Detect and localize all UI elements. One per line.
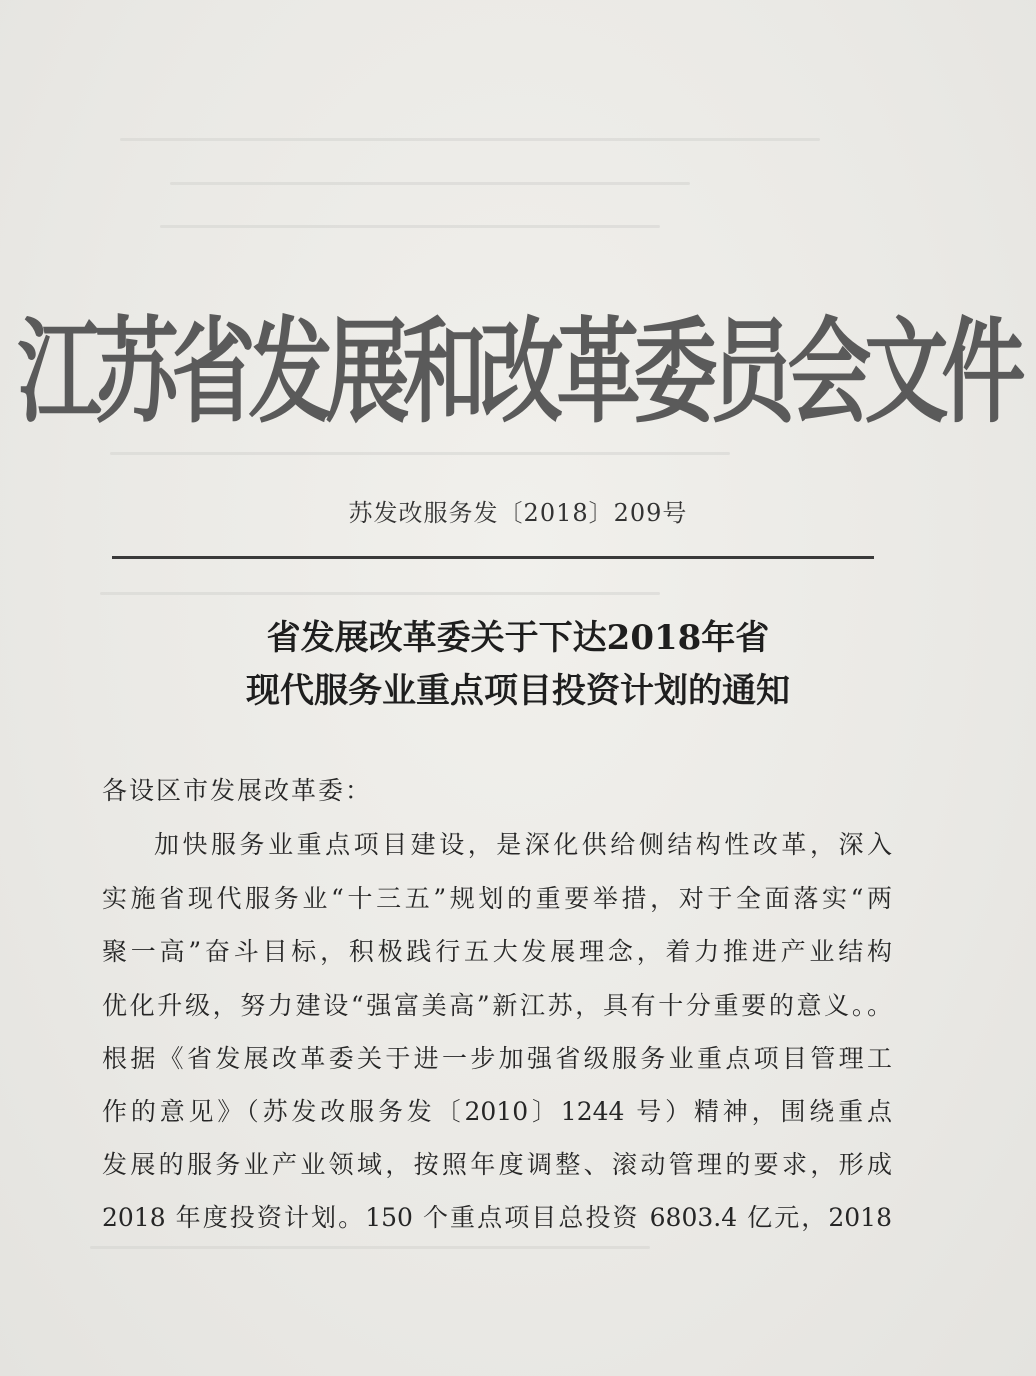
show-through-line [170,182,690,185]
body-text-line: 聚一高”奋斗目标，积极践行五大发展理念，着力推进产业结构 [102,937,892,966]
show-through-line [120,138,820,141]
document-masthead: 江苏省发展和改革委员会文件 [17,306,1019,439]
notice-title-line-1: 省发展改革委关于下达2018年省 [266,618,770,658]
body-text-line: 优化升级，努力建设“强富美高”新江苏，具有十分重要的意义。。 [102,991,892,1020]
show-through-line [90,1246,650,1249]
body-text-line: 作的意见》（苏发改服务发〔2010〕1244 号）精神，围绕重点 [102,1097,892,1126]
salutation: 各设区市发展改革委： [102,776,373,805]
masthead-divider [112,556,874,559]
body-text-line: 实施省现代服务业“十三五”规划的重要举措，对于全面落实“两 [102,884,892,913]
body-text-line: 加快服务业重点项目建设，是深化供给侧结构性改革，深入 [154,830,892,859]
show-through-line [160,225,660,228]
show-through-line [100,592,660,595]
notice-title-line-2: 现代服务业重点项目投资计划的通知 [246,671,790,711]
body-text-line: 发展的服务业产业领域，按照年度调整、滚动管理的要求，形成 [102,1150,892,1179]
document-number: 苏发改服务发〔2018〕209号 [348,499,688,527]
body-text-line: 根据《省发展改革委关于进一步加强省级服务业重点项目管理工 [102,1044,892,1073]
show-through-line [110,452,730,455]
body-text-line: 2018 年度投资计划。150 个重点项目总投资 6803.4 亿元，2018 [102,1203,892,1232]
